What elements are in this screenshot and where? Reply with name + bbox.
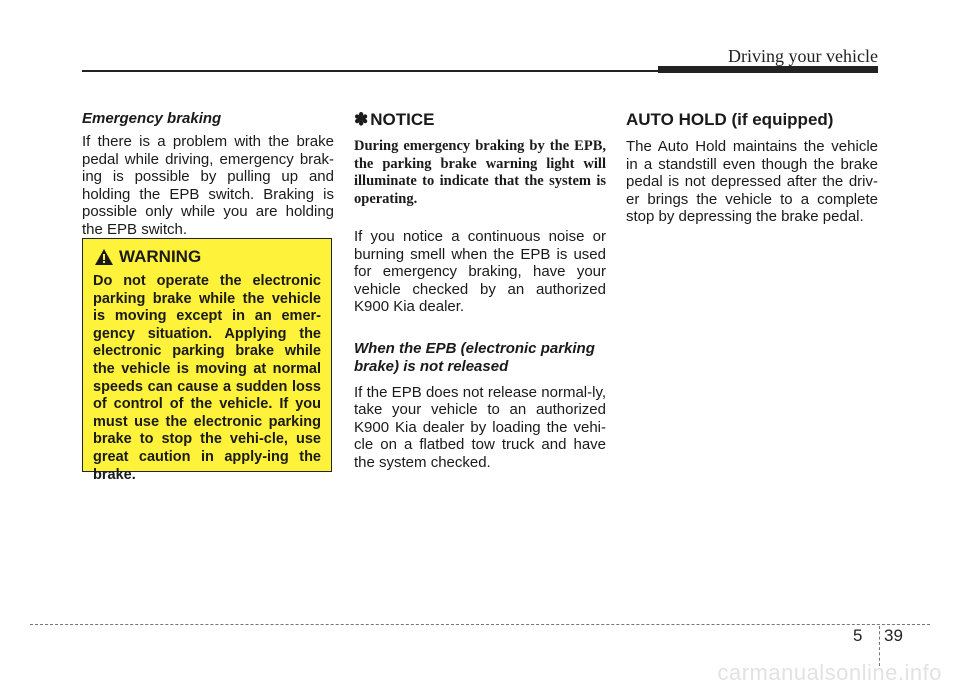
- header-rule-thick: [658, 66, 878, 73]
- column-left: [82, 110, 334, 238]
- notice-bold-text: During emergency braking by the EPB, the parking brake warning light will illuminate to indicate that the system is operating.: [354, 138, 606, 207]
- chapter-number: 5: [853, 626, 863, 645]
- warning-text: Do not operate the electronic parking brake while the vehicle is moving except in an emer-gency situation. Applying the electronic parking brake while the vehicle is moving at normal speeds can cause a sudden loss of control of the vehicle. If you must use the electronic parking brake to stop the vehi-cle, use great caution in apply-ing the brake.: [93, 273, 321, 483]
- emergency-braking-heading: Emergency braking: [82, 110, 222, 127]
- column-middle: [354, 110, 606, 471]
- auto-hold-text: The Auto Hold maintains the vehicle in a standstill even though the brake pedal is not depressed after the driv-er brings the vehicle to a complete stop by depressing the brake pedal.: [626, 138, 878, 225]
- warning-triangle-icon: [95, 249, 113, 265]
- warning-title-row: [95, 247, 321, 267]
- notice-text: If you notice a continuous noise or burning smell when the EPB is used for emergency braking, have your vehicle checked by an authorized K900 Kia dealer.: [354, 228, 606, 315]
- header-title: Driving your vehicle: [728, 46, 878, 66]
- epb-not-released-heading: When the EPB (electronic parking brake) is not released: [354, 339, 595, 375]
- epb-not-released-text: If the EPB does not release normal-ly, take your vehicle to an authorized K900 Kia dealer by loading the vehi-cle on a flatbed tow truck and have the system checked.: [354, 383, 606, 471]
- footer-rule: [30, 624, 930, 625]
- page-number: 39: [884, 626, 903, 645]
- watermark: carmanualsonline.info: [717, 660, 942, 685]
- notice-asterisk-icon: ✽: [354, 110, 369, 129]
- header-rule: [82, 70, 662, 72]
- notice-title: NOTICE: [370, 110, 435, 129]
- column-right: [626, 110, 878, 226]
- warning-box: [82, 238, 332, 483]
- warning-title: WARNING: [119, 247, 202, 266]
- emergency-braking-text: If there is a problem with the brake pedal while driving, emergency brak-ing is possible by pulling up and holding the EPB switch. Braking is possible only while you are holding the EPB switch.: [82, 133, 334, 238]
- notice-title-row: [354, 110, 606, 130]
- auto-hold-heading: AUTO HOLD (if equipped): [626, 110, 834, 129]
